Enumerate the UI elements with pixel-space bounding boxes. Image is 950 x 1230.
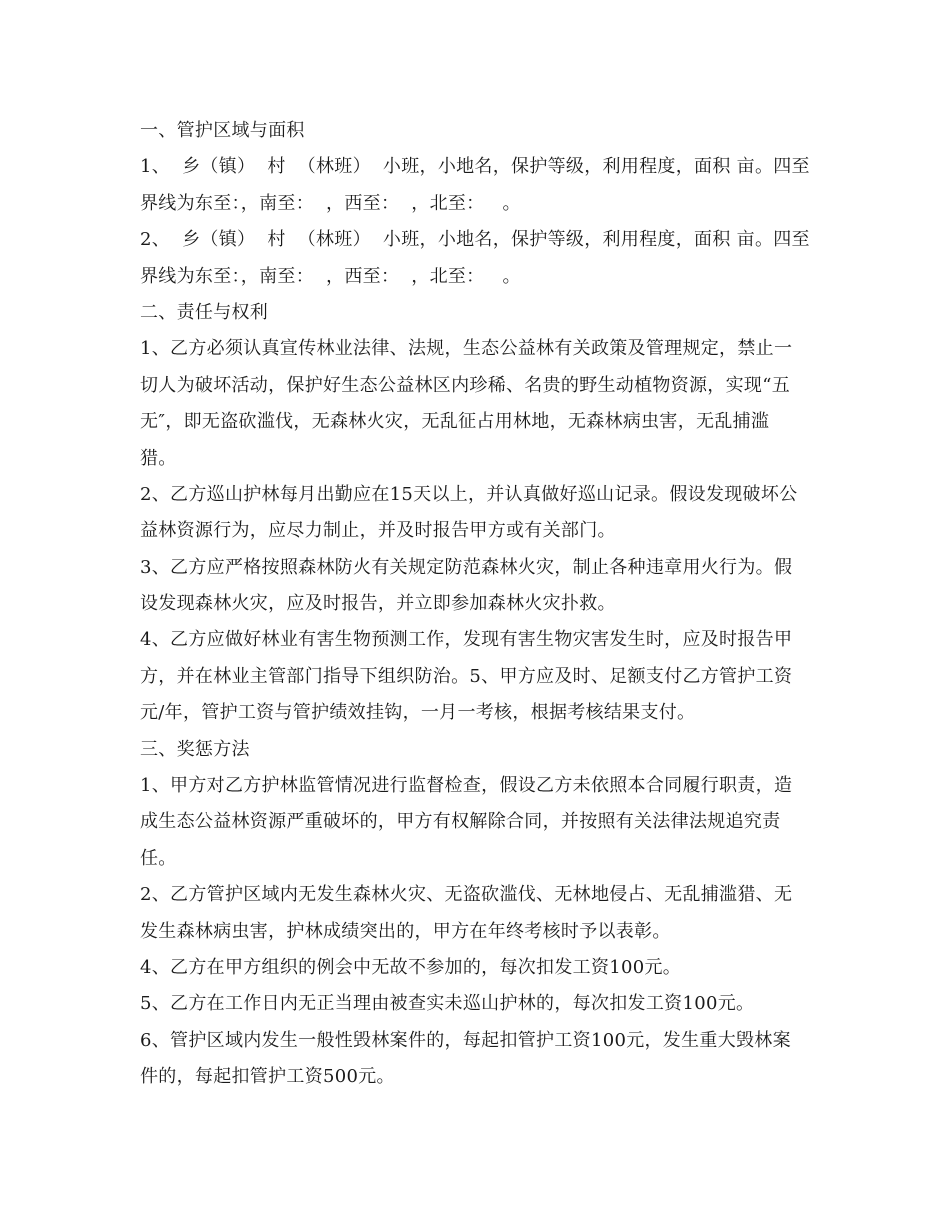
paragraph-line: 方，并在林业主管部门指导下组织防治。5、甲方应及时、足额支付乙方管护工资 xyxy=(140,665,793,687)
paragraph-line: 益林资源行为，应尽力制止，并及时报告甲方或有关部门。 xyxy=(140,520,616,542)
section-heading-1: 一、管护区域与面积 xyxy=(140,120,305,141)
paragraph-line: 发生森林病虫害，护林成绩突出的，甲方在年终考核时予以表彰。 xyxy=(140,920,671,942)
paragraph-line: 3、乙方应严格按照森林防火有关规定防范森林火灾，制止各种违章用火行为。假 xyxy=(140,556,793,578)
paragraph-line: 1、乙方必须认真宣传林业法律、法规，生态公益林有关政策及管理规定，禁止一 xyxy=(140,338,793,360)
paragraph-line: 元/年，管护工资与管护绩效挂钩，一月一考核，根据考核结果支付。 xyxy=(140,702,696,724)
paragraph-line: 件的，每起扣管护工资500元。 xyxy=(140,1066,395,1088)
paragraph-line: 1、 乡（镇） 村 （林班） 小班，小地名，保护等级，利用程度，面积 亩。四至 xyxy=(140,156,810,178)
paragraph-line: 2、乙方管护区域内无发生森林火灾、无盗砍滥伐、无林地侵占、无乱捕滥猎、无 xyxy=(140,884,793,906)
section-heading-2: 二、责任与权利 xyxy=(140,301,269,323)
paragraph-line: 设发现森林火灾，应及时报告，并立即参加森林火灾扑救。 xyxy=(140,593,616,615)
paragraph-line: 4、乙方在甲方组织的例会中无故不参加的，每次扣发工资100元。 xyxy=(140,956,682,978)
paragraph-line: 无″，即无盗砍滥伐，无森林火灾，无乱征占用林地，无森林病虫害，无乱捕滥 xyxy=(140,411,770,433)
paragraph-line: 任。 xyxy=(140,847,177,869)
paragraph-line: 猎。 xyxy=(140,447,177,469)
paragraph-line: 界线为东至：，南至： ，西至： ，北至： 。 xyxy=(140,192,521,214)
paragraph-line: 4、乙方应做好林业有害生物预测工作，发现有害生物灾害发生时，应及时报告甲 xyxy=(140,629,793,651)
document-body xyxy=(140,113,812,1096)
paragraph-line: 成生态公益林资源严重破坏的，甲方有权解除合同，并按照有关法律法规追究责 xyxy=(140,811,781,833)
section-heading-3: 三、奖惩方法 xyxy=(140,738,250,760)
paragraph-line: 界线为东至：，南至： ，西至： ，北至： 。 xyxy=(140,265,521,287)
paragraph-line: 2、乙方巡山护林每月出勤应在15天以上，并认真做好巡山记录。假设发现破坏公 xyxy=(140,483,798,505)
paragraph-line: 5、乙方在工作日内无正当理由被查实未巡山护林的，每次扣发工资100元。 xyxy=(140,993,755,1015)
paragraph-line: 2、 乡（镇） 村 （林班） 小班，小地名，保护等级，利用程度，面积 亩。四至 xyxy=(140,229,810,251)
paragraph-line: 1、甲方对乙方护林监管情况进行监督检查，假设乙方未依照本合同履行职责，造 xyxy=(140,775,793,797)
paragraph-line: 切人为破坏活动，保护好生态公益林区内珍稀、名贵的野生动植物资源，实现“五 xyxy=(140,374,790,396)
paragraph-line: 6、管护区域内发生一般性毁林案件的，每起扣管护工资100元，发生重大毁林案 xyxy=(140,1029,791,1051)
